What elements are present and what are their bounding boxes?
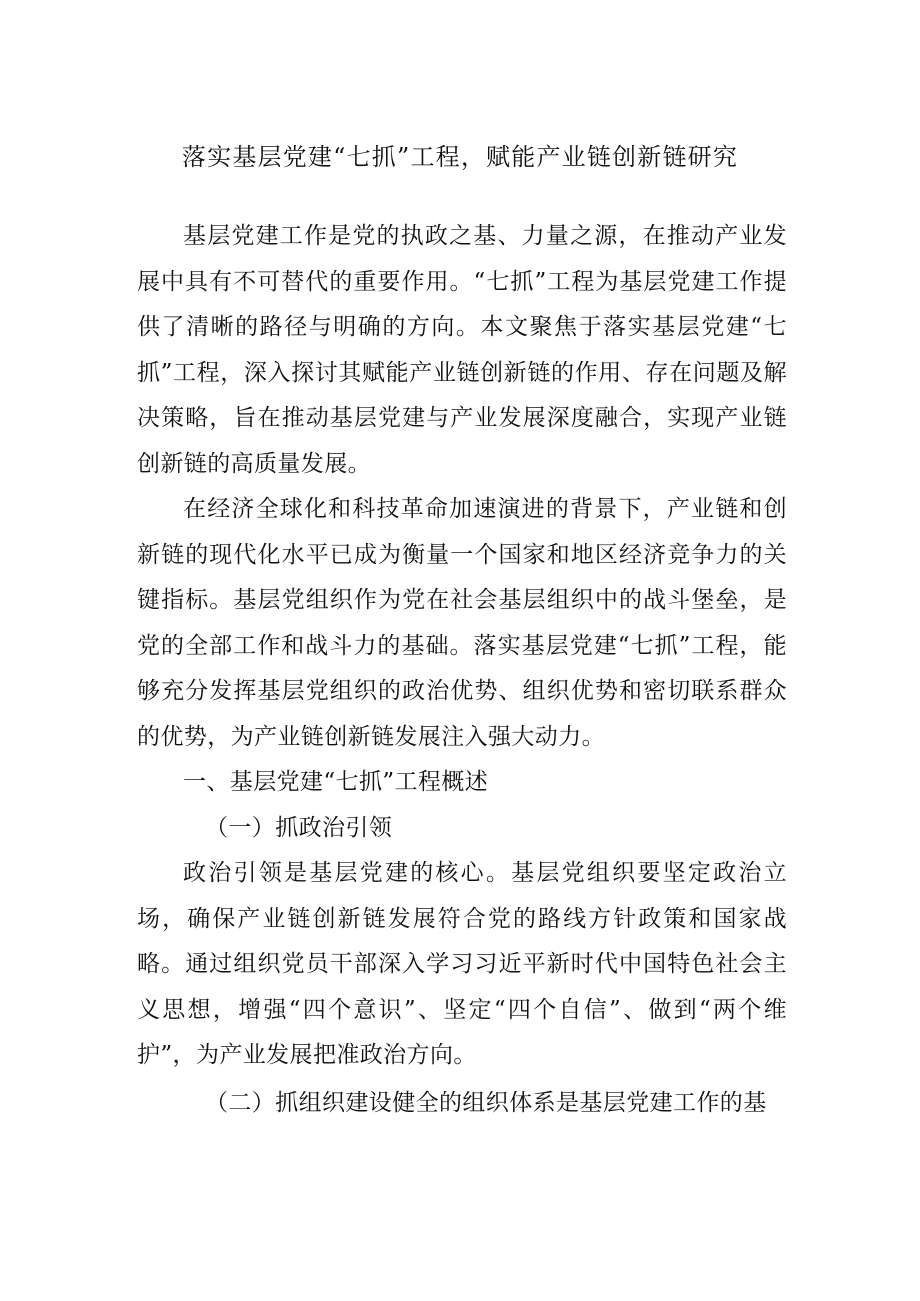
paragraph-intro: 基层党建工作是党的执政之基、力量之源，在推动产业发展中具有不可替代的重要作用。“七抓”工程为基层党建工作提供了清晰的路径与明确的方向。本文聚焦于落实基层党建“七抓”工程，深入探讨其赋能产业链创新链的作用、存在问题及解决策略，旨在推动基层党建与产业发展深度融合，实现产业链创新链的高质量发展。: [137, 223, 787, 477]
subsection-heading-political-leadership: （一）抓政治引领: [205, 814, 393, 841]
paragraph-background: 在经济全球化和科技革命加速演进的背景下，产业链和创新链的现代化水平已成为衡量一个国家和地区经济竞争力的关键指标。基层党组织作为党在社会基层组织中的战斗堡垒，是党的全部工作和战斗力的基础。落实基层党建“七抓”工程，能够充分发挥基层党组织的政治优势、组织优势和密切联系群众的优势，为产业链创新链发展注入强大动力。: [137, 496, 787, 750]
subsection-heading-organization: （二）抓组织建设健全的组织体系是基层党建工作的基: [205, 1089, 767, 1116]
section-heading-overview: 一、基层党建“七抓”工程概述: [183, 769, 489, 795]
document-body: [137, 214, 787, 1127]
paragraph-political-leadership: 政治引领是基层党建的核心。基层党组织要坚定政治立场，确保产业链创新链发展符合党的路线方针政策和国家战略。通过组织党员干部深入学习习近平新时代中国特色社会主义思想，增强“四个意识”、坚定“四个自信”、做到“两个维护”，为产业发展把准政治方向。: [137, 860, 787, 1068]
document-title: 落实基层党建“七抓”工程，赋能产业链创新链研究: [181, 143, 739, 171]
